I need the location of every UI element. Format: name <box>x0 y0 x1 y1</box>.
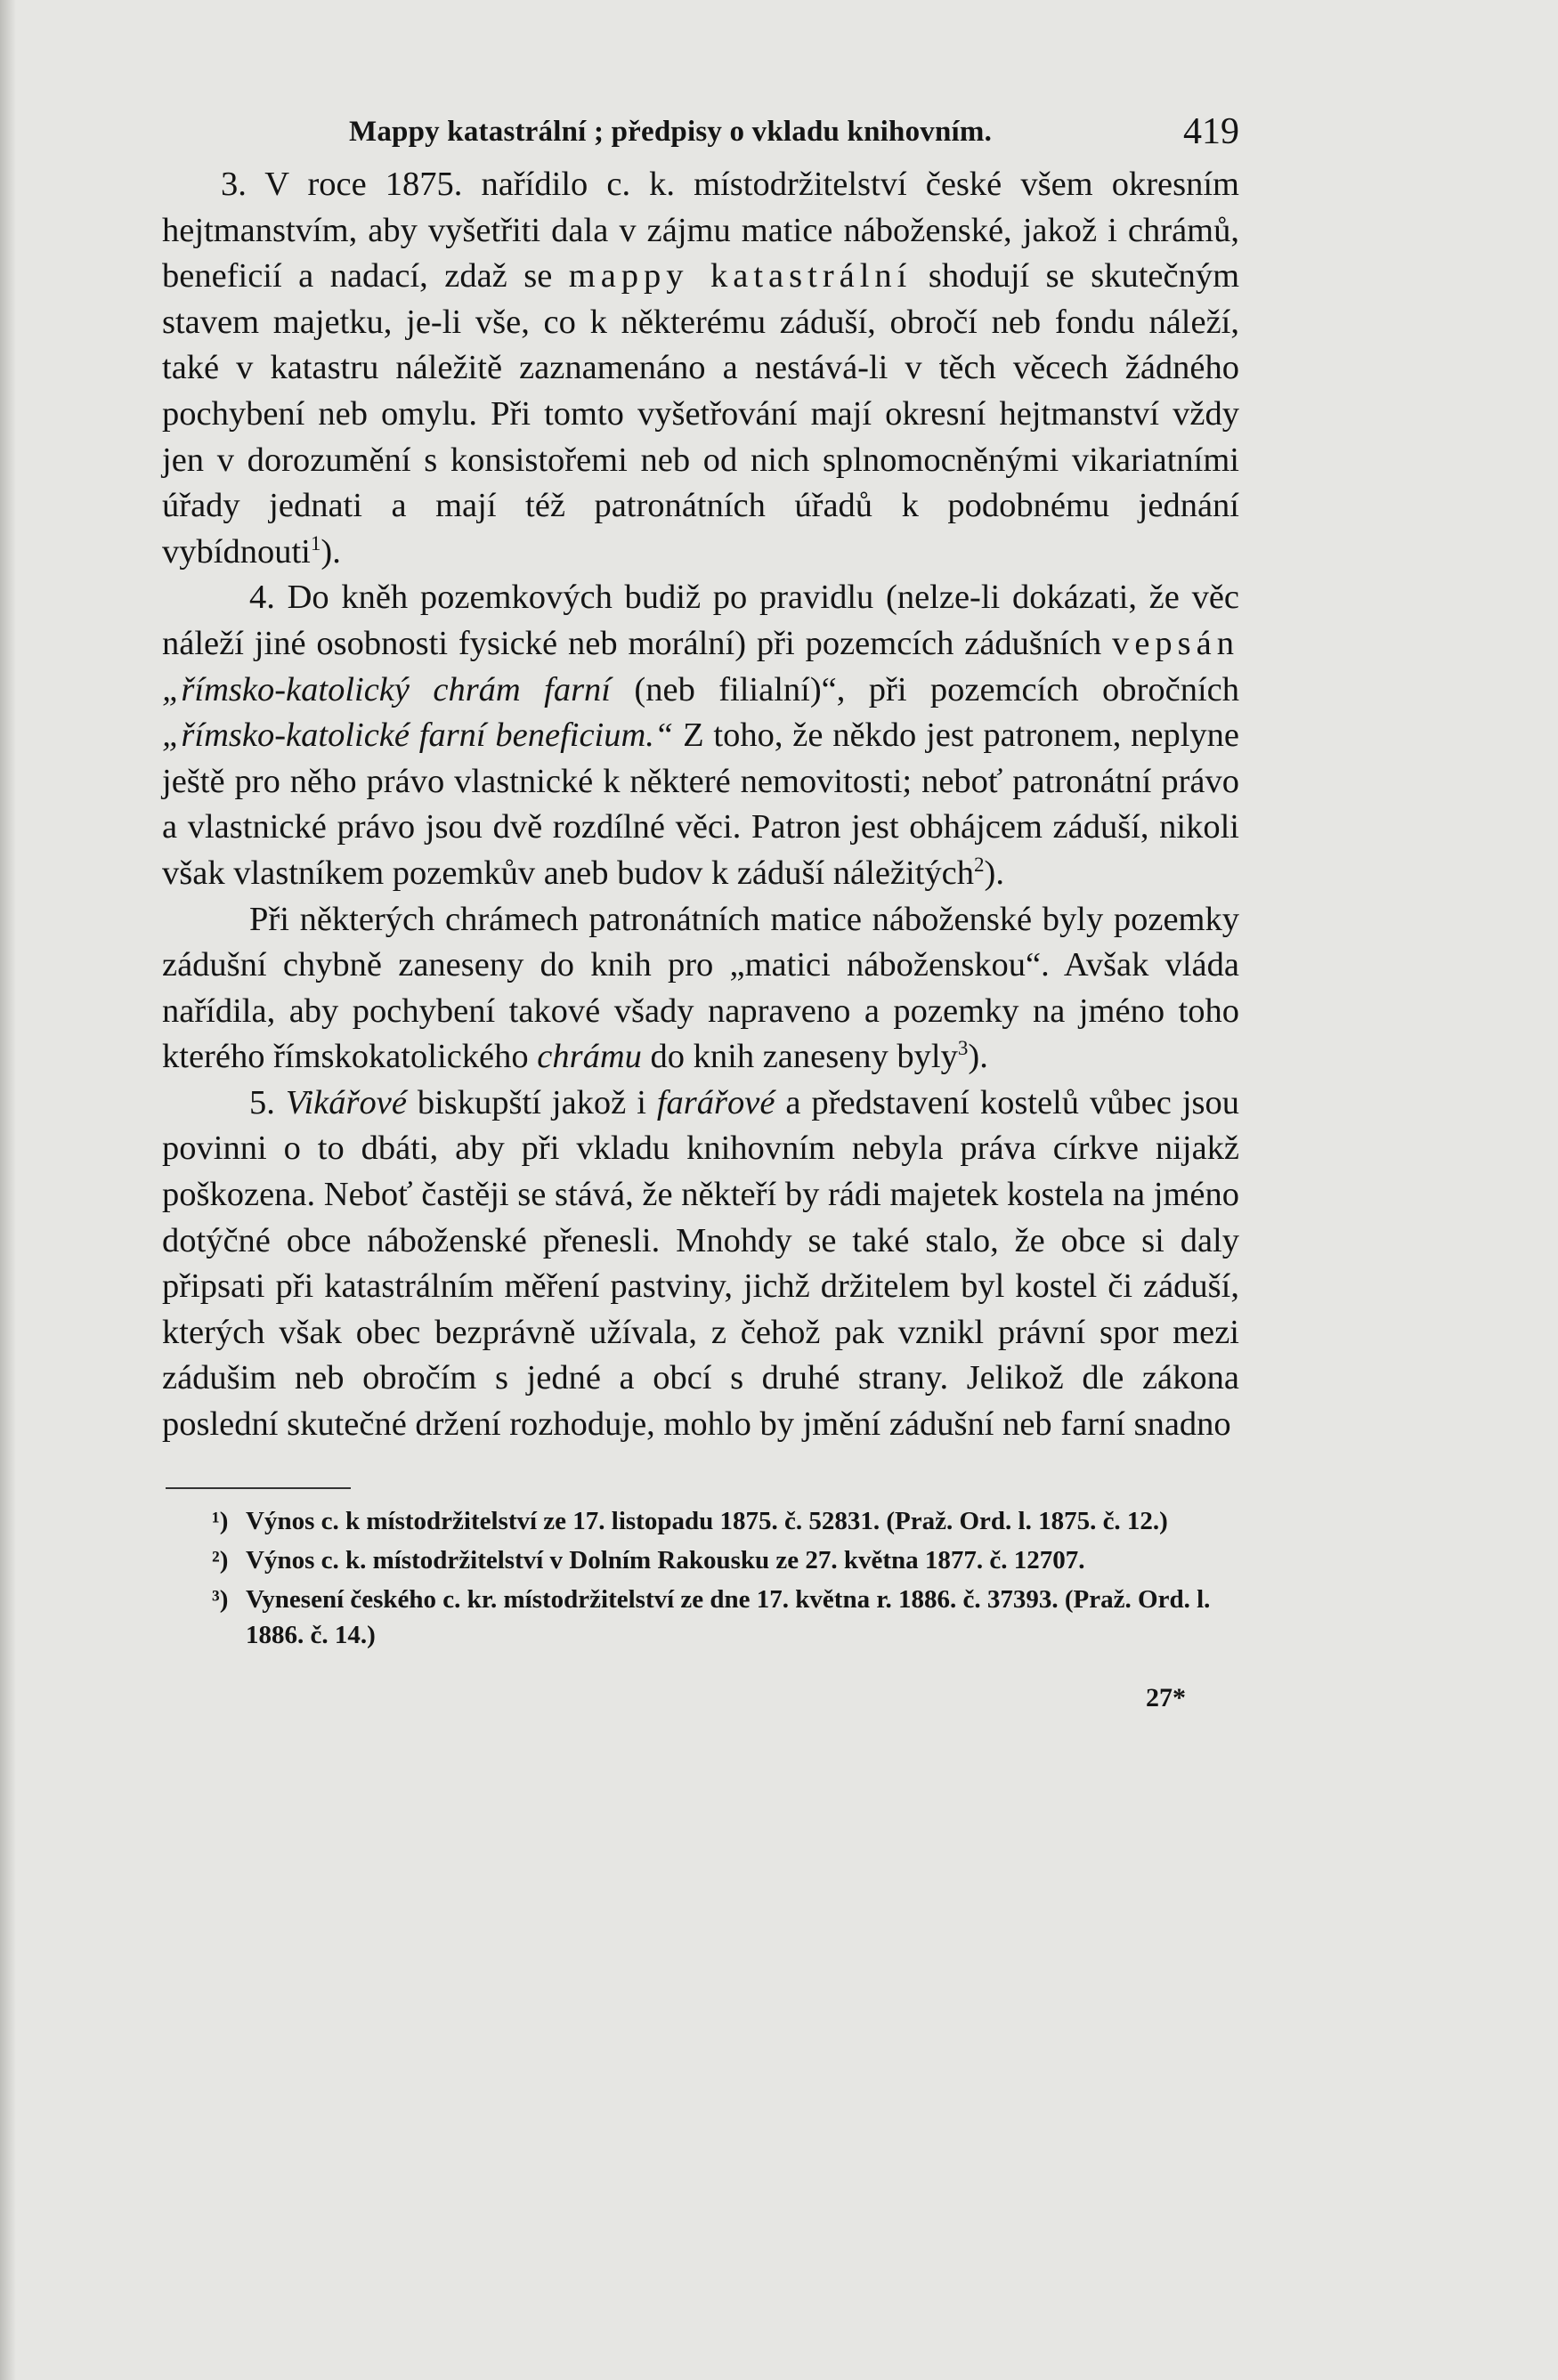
spaced-term: mappy katastrální <box>568 257 913 295</box>
text-run: Při některých chrámech patronátních matice náboženské byly pozemky zádušní chybně zaneseny do knih pro „matici náboženskou“. Avšak vláda nařídila, aby pochybení takové všady napraveno a pozemky na jméno toho kterého římskokatolického <box>162 900 1239 1076</box>
italic-term: „římsko-katolické farní beneficium.“ <box>162 716 674 755</box>
paragraph-4 <box>162 575 1239 896</box>
footnote-1 <box>212 1503 1239 1539</box>
text-run: 4. Do kněh pozemkových budiž po pravidlu (nelze-li dokázati, že věc náleží jiné osobnosti fysické neb morální) při pozemcích zádušních <box>162 579 1239 662</box>
running-head <box>162 107 1239 162</box>
text-run: Z toho, že někdo jest patronem, neplyne ještě pro něho právo vlastnické k některé nemovitosti; neboť patronátní právo a vlastnické právo jsou dvě rozdílné věci. Patron jest obhájcem záduší, nikoli však vlastníkem pozemkův aneb budov k záduší náležitých <box>162 716 1239 892</box>
text-run: (neb filialní)“, při pozemcích obročních <box>611 670 1239 708</box>
footnote-marker: ²) <box>212 1545 229 1575</box>
paragraph-matice <box>162 897 1239 1081</box>
text-run: biskupští jakož i <box>406 1083 657 1121</box>
running-title: Mappy katastrální ; předpisy o vkladu knihovním. <box>349 116 993 148</box>
italic-term: „římsko-katolický chrám farní <box>162 670 612 708</box>
text-run: ). <box>984 854 1004 892</box>
text-run: shodují se skutečným stavem majetku, je-li vše, co k některému záduší, obročí neb fondu náleží, také v katastru náležitě zaznamenáno a nestává-li v těch věcech žádného pochybení neb omylu. Při tomto vyšetřování mají okresní hejtmanství vždy jen v dorozumění s konsistořemi neb od nich splnomocněnými vikariatními úřady jednati a mají též patronátních úřadů k podobnému jednání vybídnouti <box>162 257 1240 571</box>
text-run: do knih zaneseny byly <box>641 1038 958 1076</box>
text-run: ). <box>321 532 341 571</box>
footnote-marker: ³) <box>212 1584 229 1614</box>
paragraph-5 <box>162 1081 1239 1448</box>
footnote-ref-2: 2 <box>974 853 985 877</box>
footnote-ref-3: 3 <box>957 1036 969 1060</box>
footnote-ref-1: 1 <box>310 530 321 555</box>
body-text <box>162 162 1239 1448</box>
footnote-3 <box>212 1582 1239 1653</box>
text-run: 3. V roce 1875. nařídilo c. k. místodržitelství české všem okresním hejtmanstvím, aby vyšetřiti dala v zájmu matice náboženské, jakož i chrámů, beneficií a nadací, zdaž se <box>162 166 1239 295</box>
page-number: 419 <box>1183 111 1239 152</box>
text-run: a představení kostelů vůbec jsou povinni o to dbáti, aby při vkladu knihovním nebyla práva církve nijakž poškozena. Neboť častěji se stává, že někteří by rádi majetek kostela na jméno dotýčné obce náboženské přenesli. Mnohdy se také stalo, že obce si daly připsati při katastrálním měření pastviny, jichž držitelem byl kostel či záduší, kterých však obec bezprávně užívala, z čehož pak vznikl právní spor mezi zádušim neb obročím s jedné a obcí s druhé strany. Jelikož dle zákona poslední skutečné držení rozhoduje, mohlo by jmění zádušní neb farní snadno <box>162 1083 1240 1444</box>
spaced-term: vepsán <box>1112 624 1239 662</box>
text-run: ). <box>968 1038 988 1076</box>
footnote-text: Vynesení českého c. kr. místodržitelství ze dne 17. května r. 1886. č. 37393. (Praž. Ord. l. 1886. č. 14.) <box>246 1584 1211 1649</box>
italic-term: Vikářové <box>285 1083 407 1121</box>
paragraph-3 <box>162 162 1239 575</box>
footnote-marker: ¹) <box>212 1506 229 1535</box>
footnote-text: Výnos c. k místodržitelství ze 17. listopadu 1875. č. 52831. (Praž. Ord. l. 1875. č. 12.) <box>246 1506 1168 1535</box>
italic-term: chrámu <box>537 1038 642 1076</box>
footnote-text: Výnos c. k. místodržitelství v Dolním Rakousku ze 27. května 1877. č. 12707. <box>246 1545 1085 1575</box>
text-run: 5. <box>249 1083 286 1121</box>
scan-edge <box>0 0 16 2380</box>
footnote-divider <box>166 1487 351 1489</box>
italic-term: farářové <box>656 1083 775 1121</box>
book-page <box>162 107 1239 1713</box>
footnotes <box>162 1503 1239 1653</box>
printer-signature: 27* <box>1146 1682 1186 1712</box>
footnote-2 <box>212 1542 1239 1578</box>
